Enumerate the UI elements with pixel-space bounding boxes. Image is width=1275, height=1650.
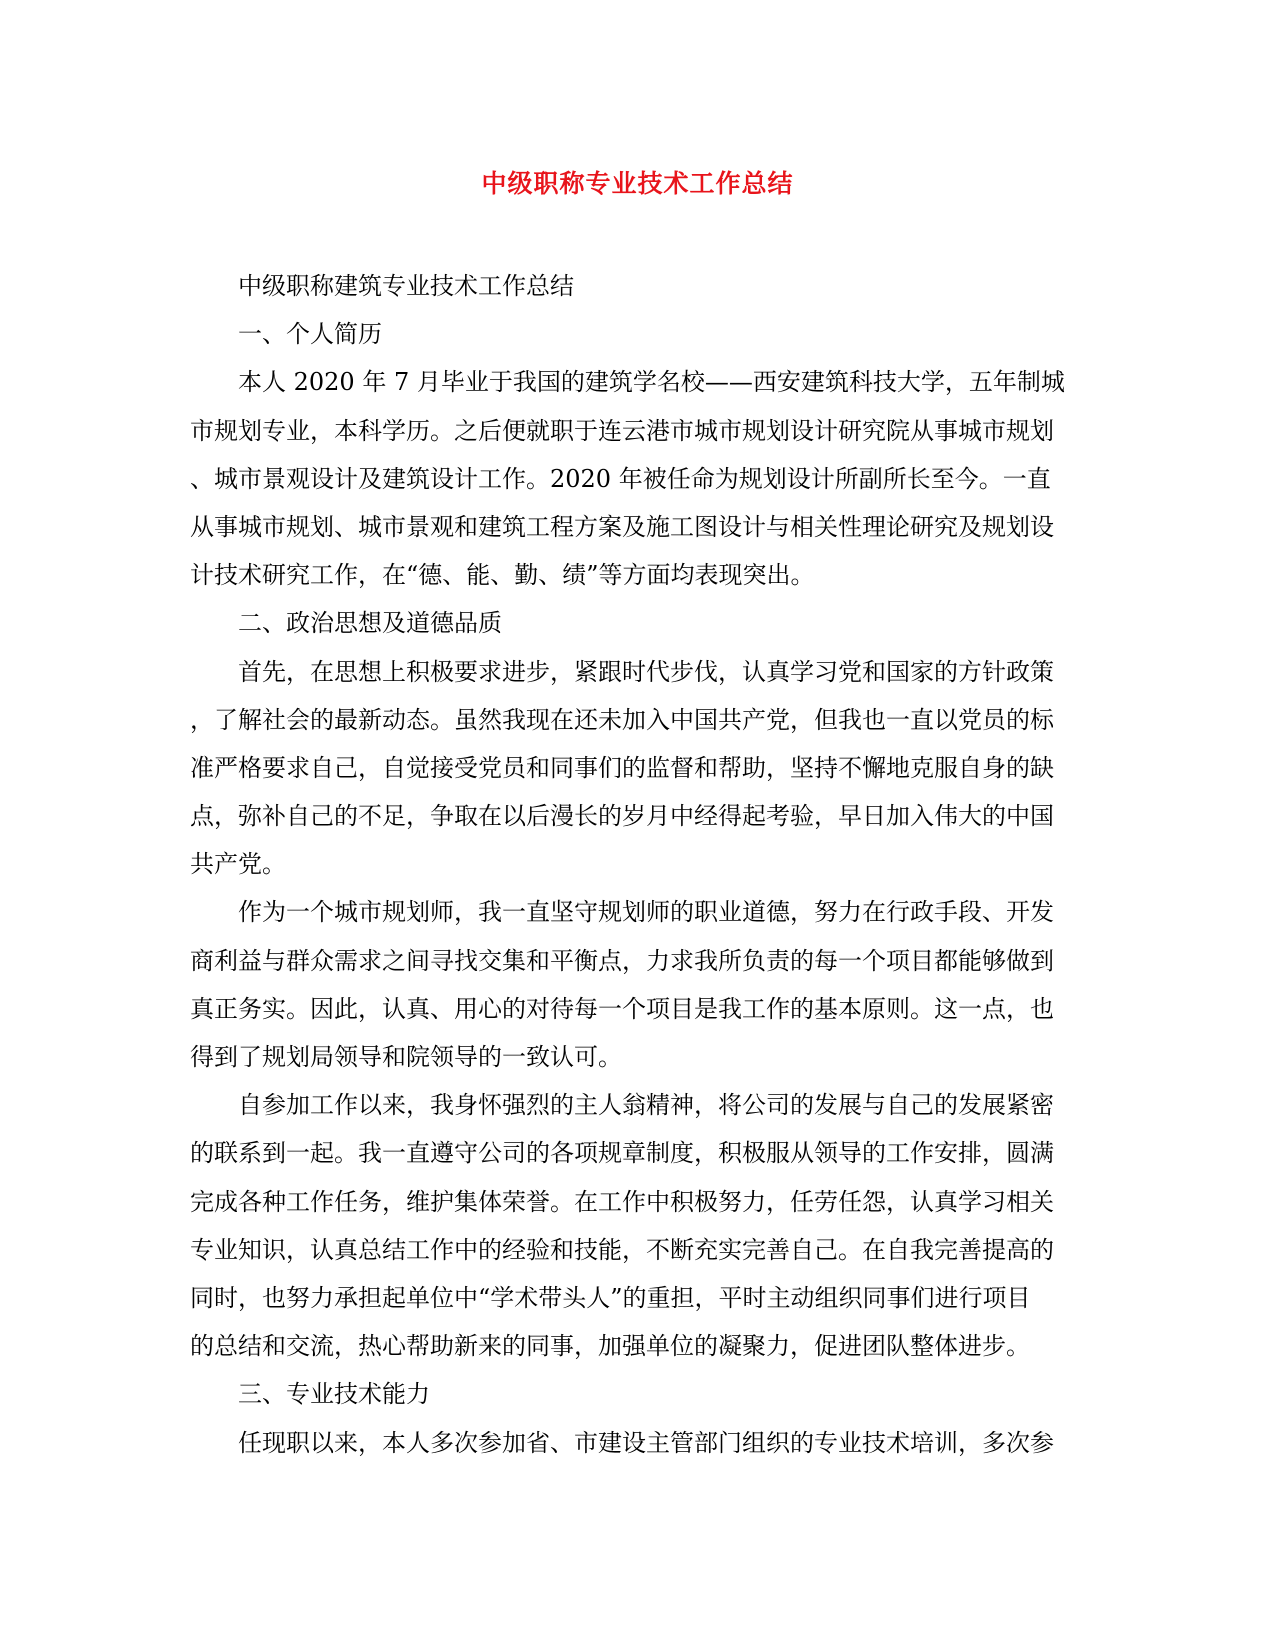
body-line: 本人 2020 年 7 月毕业于我国的建筑学名校——西安建筑科技大学，五年制城 [238,368,1065,397]
body-line: 同时，也努力承担起单位中“学术带头人”的重担，平时主动组织同事们进行项目 [190,1283,1031,1312]
document-title: 中级职称专业技术工作总结 [481,169,794,198]
body-line: ，了解社会的最新动态。虽然我现在还未加入中国共产党，但我也一直以党员的标 [190,705,1054,734]
body-line: 作为一个城市规划师，我一直坚守规划师的职业道德，努力在行政手段、开发 [238,898,1054,927]
body-line: 完成各种工作任务，维护集体荣誉。在工作中积极努力，任劳任怨，认真学习相关 [190,1187,1054,1216]
body-line: 共产党。 [190,850,286,879]
body-line: 二、政治思想及道德品质 [238,609,502,638]
body-line: 从事城市规划、城市景观和建筑工程方案及施工图设计与相关性理论研究及规划设 [190,512,1054,541]
body-line: 、城市景观设计及建筑设计工作。2020 年被任命为规划设计所副所长至今。一直 [190,464,1051,493]
body-line: 得到了规划局领导和院领导的一致认可。 [190,1043,622,1071]
body-line: 真正务实。因此，认真、用心的对待每一个项目是我工作的基本原则。这一点，也 [190,994,1054,1023]
body-line: 的总结和交流，热心帮助新来的同事，加强单位的凝聚力，促进团队整体进步。 [190,1332,1030,1361]
body-line: 市规划专业，本科学历。之后便就职于连云港市城市规划设计研究院从事城市规划 [190,416,1054,445]
body-line: 点，弥补自己的不足，争取在以后漫长的岁月中经得起考验，早日加入伟大的中国 [190,802,1054,831]
body-line: 专业知识，认真总结工作中的经验和技能，不断充实完善自己。在自我完善提高的 [190,1235,1054,1264]
body-line: 一、个人简历 [238,320,382,349]
document-body [190,262,1086,1467]
body-line: 的联系到一起。我一直遵守公司的各项规章制度，积极服从领导的工作安排，圆满 [190,1139,1054,1168]
body-line: 首先，在思想上积极要求进步，紧跟时代步伐，认真学习党和国家的方针政策 [238,657,1054,686]
body-line: 计技术研究工作，在“德、能、勤、绩”等方面均表现突出。 [190,561,815,590]
body-line: 三、专业技术能力 [238,1380,430,1409]
body-line: 准严格要求自己，自觉接受党员和同事们的监督和帮助，坚持不懈地克服自身的缺 [190,753,1054,782]
body-line: 商利益与群众需求之间寻找交集和平衡点，力求我所负责的每一个项目都能够做到 [190,946,1054,975]
body-line: 中级职称建筑专业技术工作总结 [238,272,574,300]
body-line: 自参加工作以来，我身怀强烈的主人翁精神，将公司的发展与自己的发展紧密 [238,1091,1054,1120]
body-line: 任现职以来，本人多次参加省、市建设主管部门组织的专业技术培训，多次参 [238,1428,1054,1457]
